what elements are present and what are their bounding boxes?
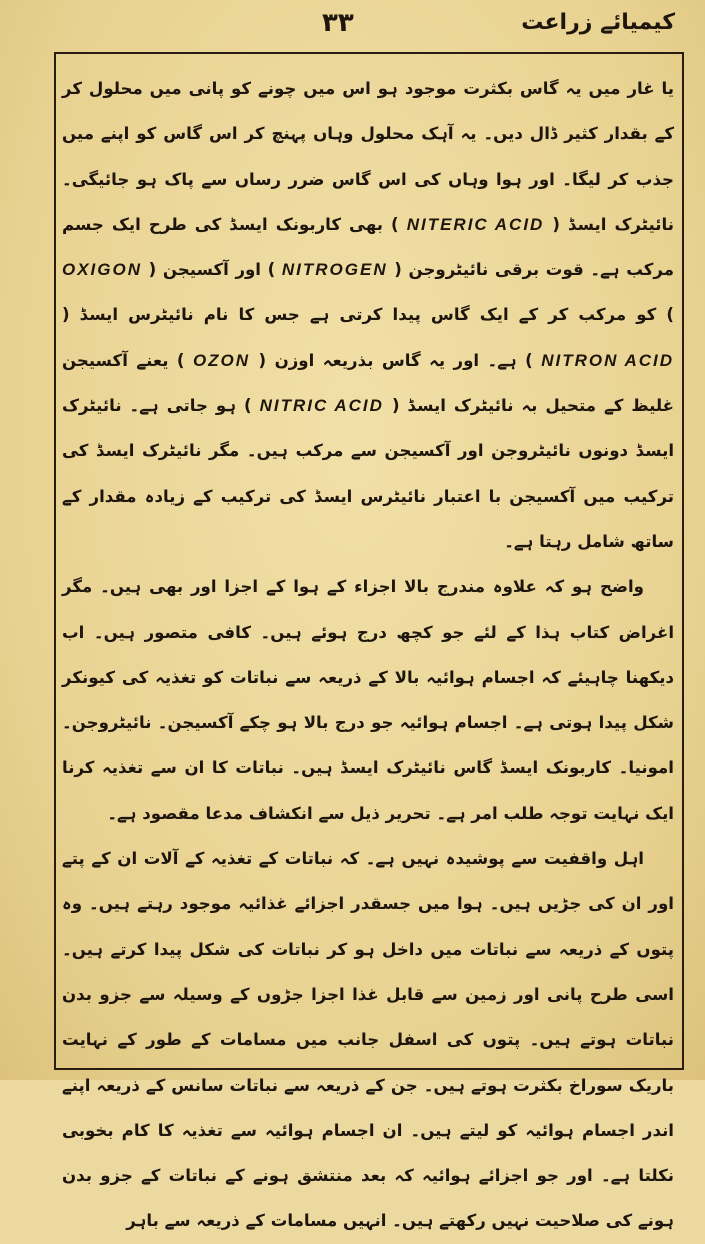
latin-term: OZON (192, 350, 251, 370)
text-line: سے مرکب ہیں۔ مگر نائیٹرک ایسڈ کی ترکیب میں آکسیجن با اعتبار نائیٹرس ایسڈ کی ترکیب کے زیادہ (62, 441, 675, 506)
text-line: امونیا۔ کاربونک ایسڈ گاس نائیٹرک ایسڈ ہیں۔ نباتات کا ان سے تغذیہ کرنا ایک نہایت توجہ طلب (62, 758, 674, 823)
text-line: امر ہے۔ تحریر ذیل سے انکشاف مدعا مقصود ہے۔ (107, 803, 498, 823)
latin-term: NITRIC ACID (259, 396, 384, 416)
latin-term: NITROGEN (281, 260, 388, 280)
text-line: داخل ہو کر نباتات کی شکل پیدا کرتے ہیں۔ اسی طرح پانی اور زمین سے قابل غذا اجزا جڑوں کے وسیلہ (62, 939, 674, 1004)
text-line: ) بھی کاربونک ایسڈ کی طرح (148, 214, 399, 234)
body-text (62, 66, 674, 1244)
text-line: مقدار کے ساتھ شامل رہتا ہے۔ (62, 486, 674, 551)
running-head: کیمیائے زراعت (521, 10, 675, 35)
paragraph-2 (62, 564, 674, 836)
paragraph-1 (62, 66, 674, 564)
text-line: ایک جسم مرکب ہے۔ قوت برقی نائیٹروجن ( (62, 214, 675, 280)
text-line: محلول وہاں پہنچ کر اس گاس کو اپنے میں جذب کر لیگا۔ اور ہوا وہاں کی اس گاس ضرر رساں سے (62, 124, 674, 189)
text-line: ) (525, 350, 533, 370)
text-line: واضح ہو کہ علاوہ مندرج بالا اجزاء کے ہوا کے اجزا اور بھی ہیں۔ مگر اغراض کتاب ہذا کے (62, 577, 675, 642)
text-line: نباتات کو تغذیہ کی کیونکر شکل پیدا ہوتی ہے۔ اجسام ہوائیہ جو درج بالا ہو چکے آکسیجن۔ نائیٹروجن۔ (62, 667, 674, 733)
text-line: ایسڈ ( (391, 396, 446, 416)
text-line: یا غار میں یہ گاس بکثرت موجود ہو اس میں چونے کو پانی میں محلول کر کے بقدار کثیر ڈال دیں۔ یہ آہک (62, 79, 674, 144)
text-line: ) اور آکسیجن ( (148, 260, 276, 280)
text-line: اہل واقفیت سے پوشیدہ نہیں ہے۔ کہ نباتات کے تغذیہ کے آلات ان کے پتے اور ان (62, 849, 674, 914)
text-line: ) یعنے آکسیجن غلیظ کے متحیل بہ نائیٹرک (62, 350, 675, 416)
latin-term: NITERIC ACID (406, 214, 545, 234)
latin-term: NITRON ACID (541, 350, 675, 370)
text-line: ) ہو جاتی ہے۔ نائیٹرک ایسڈ دونوں نائیٹروجن اور آکسیجن (62, 396, 675, 461)
text-line: نباتات کے جزو بدن ہونے کی صلاحیت نہیں رکھتے ہیں۔ انہیں مسامات کے ذریعہ سے باہر (62, 1166, 674, 1231)
text-line: کی جڑیں ہیں۔ ہوا میں جسقدر اجزائے غذائیہ موجود رہتے ہیں۔ وہ پتوں کے ذریعہ سے نباتات میں (62, 894, 674, 959)
page-number: ۳۳ (322, 8, 354, 38)
text-line: لئے جو کچھ درج ہوئے ہیں۔ کافی متصور ہیں۔ اب دیکھنا چاہیئے کہ اجسام ہوائیہ بالا کے ذریعہ سے (62, 622, 674, 687)
text-line: ) کو مرکب کر کے ایک گاس پیدا کرتی ہے جس کا نام نائیٹرس ایسڈ ( (62, 305, 674, 325)
paragraph-3 (62, 836, 674, 1244)
text-line: بکثرت ہوتے ہیں۔ جن کے ذریعہ سے نباتات سانس کے ذریعہ اپنے اندر اجسام ہوائیہ کو لیتے ہیں۔ (62, 1075, 674, 1140)
page-header (0, 6, 705, 46)
latin-term: OXIGON (62, 260, 143, 280)
text-line: ہے۔ اور یہ گاس بذریعہ اوزن ( (258, 350, 517, 370)
text-line: سے جزو بدن نباتات ہوتے ہیں۔ پتوں کی اسفل جانب میں مسامات کے طور کے نہایت باریک سوراخ (62, 984, 675, 1095)
text-line: ان اجسام ہوائیہ سے تغذیہ کا کام بخوبی نکلتا ہے۔ اور جو اجزائے ہوائیہ کہ بعد منتشق ہونے کے (62, 1120, 675, 1186)
text-line: پاک ہو جائیگی۔ نائیٹرک ایسڈ ( (62, 169, 674, 234)
